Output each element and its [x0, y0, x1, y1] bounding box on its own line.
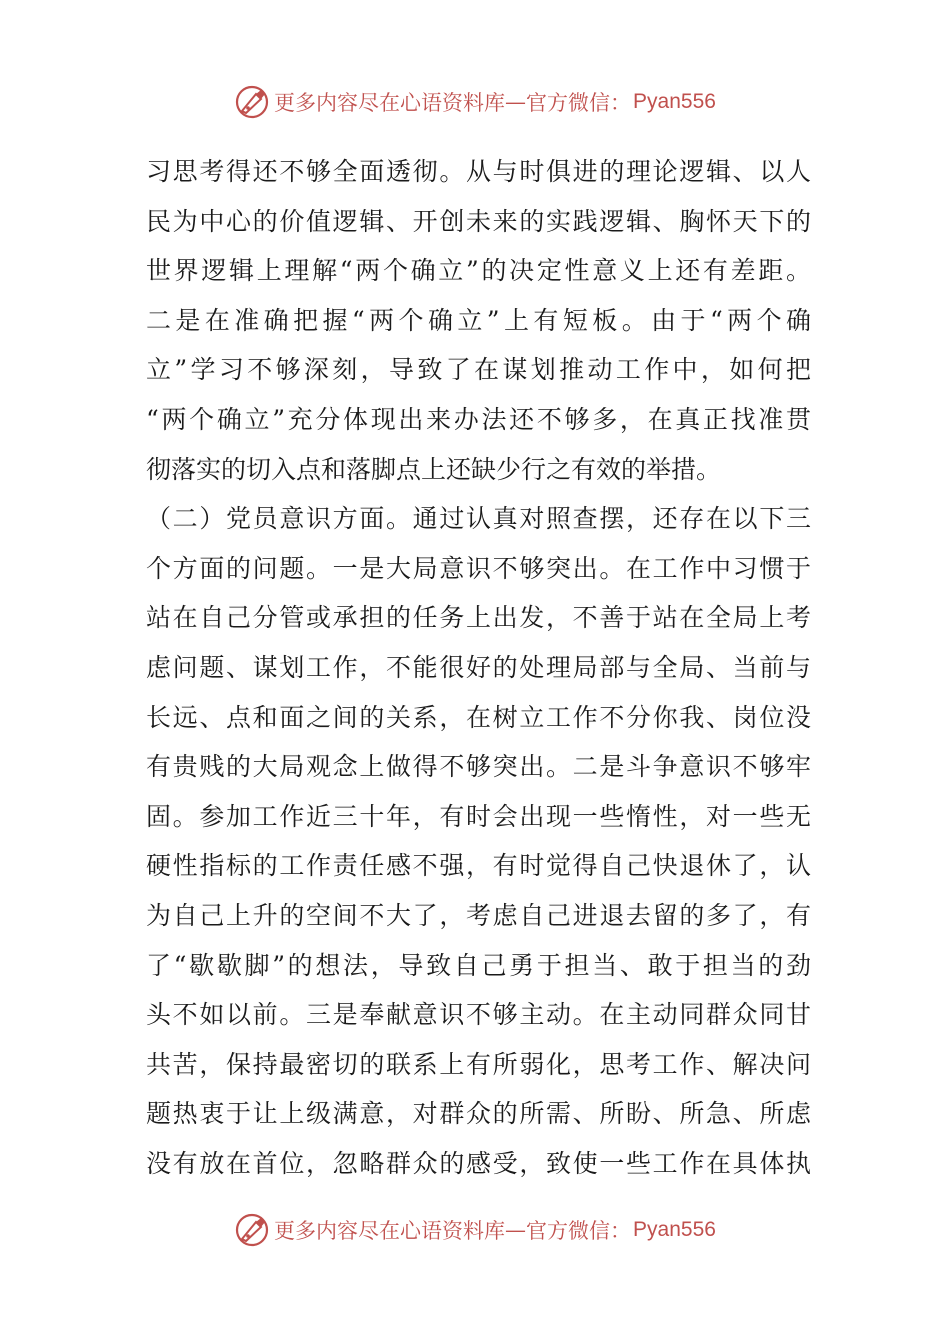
- banner-wechat-handle: Pyan556: [633, 1218, 716, 1241]
- text-line: 硬性指标的工作责任感不强，有时觉得自己快退休了，认: [146, 851, 811, 881]
- text-line: 为自己上升的空间不大了，考虑自己进退去留的多了，有: [146, 900, 811, 930]
- banner-wechat-label: 官方微信：: [526, 91, 632, 115]
- banner-dash: —: [505, 90, 527, 114]
- text-line: 固。参加工作近三十年，有时会出现一些惰性，对一些无: [146, 801, 811, 831]
- footer-banner: [0, 1210, 950, 1250]
- text-line: 头不如以前。三是奉献意识不够主动。在主动同群众同甘: [146, 1000, 811, 1030]
- text-line: 有贵贱的大局观念上做得不够突出。二是斗争意识不够牢: [146, 752, 811, 782]
- text-line: 个方面的问题。一是大局意识不够突出。在工作中习惯于: [146, 553, 811, 583]
- banner-wechat-label: 官方微信：: [526, 1219, 632, 1243]
- banner-site-name: 更多内容尽在心语资料库: [274, 1219, 506, 1243]
- banner-dash: —: [505, 1218, 527, 1242]
- pen-nib-circle-icon: [234, 84, 270, 120]
- text-line: （二）党员意识方面。通过认真对照查摆，还存在以下三: [146, 504, 811, 534]
- text-line: 了“歇歇脚”的想法，导致自己勇于担当、敢于担当的劲: [146, 950, 811, 980]
- header-banner: [0, 82, 950, 122]
- text-line: 共苦，保持最密切的联系上有所弱化，思考工作、解决问: [146, 1049, 811, 1079]
- text-line: 虑问题、谋划工作，不能很好的处理局部与全局、当前与: [146, 652, 811, 682]
- text-line: 二是在准确把握“两个确立”上有短板。由于“两个确: [146, 305, 811, 335]
- text-line: 题热衷于让上级满意，对群众的所需、所盼、所急、所虑: [146, 1099, 811, 1129]
- banner-site-name: 更多内容尽在心语资料库: [274, 91, 506, 115]
- text-line: 民为中心的价值逻辑、开创未来的实践逻辑、胸怀天下的: [146, 206, 811, 236]
- pen-nib-circle-icon: [234, 1212, 270, 1248]
- text-line: 没有放在首位，忽略群众的感受，致使一些工作在具体执: [146, 1148, 811, 1178]
- text-line: 站在自己分管或承担的任务上出发，不善于站在全局上考: [146, 603, 811, 633]
- text-line: “两个确立”充分体现出来办法还不够多，在真正找准贯: [146, 404, 811, 434]
- text-line: 习思考得还不够全面透彻。从与时俱进的理论逻辑、以人: [146, 157, 811, 186]
- banner-wechat-handle: Pyan556: [633, 90, 716, 113]
- text-line: 立”学习不够深刻，导致了在谋划推动工作中，如何把: [146, 355, 811, 385]
- document-body: [146, 147, 811, 1188]
- text-line: 彻落实的切入点和落脚点上还缺少行之有效的举措。: [146, 454, 722, 484]
- text-line: 世界逻辑上理解“两个确立”的决定性意义上还有差距。: [146, 256, 811, 286]
- text-line: 长远、点和面之间的关系，在树立工作不分你我、岗位没: [146, 702, 811, 732]
